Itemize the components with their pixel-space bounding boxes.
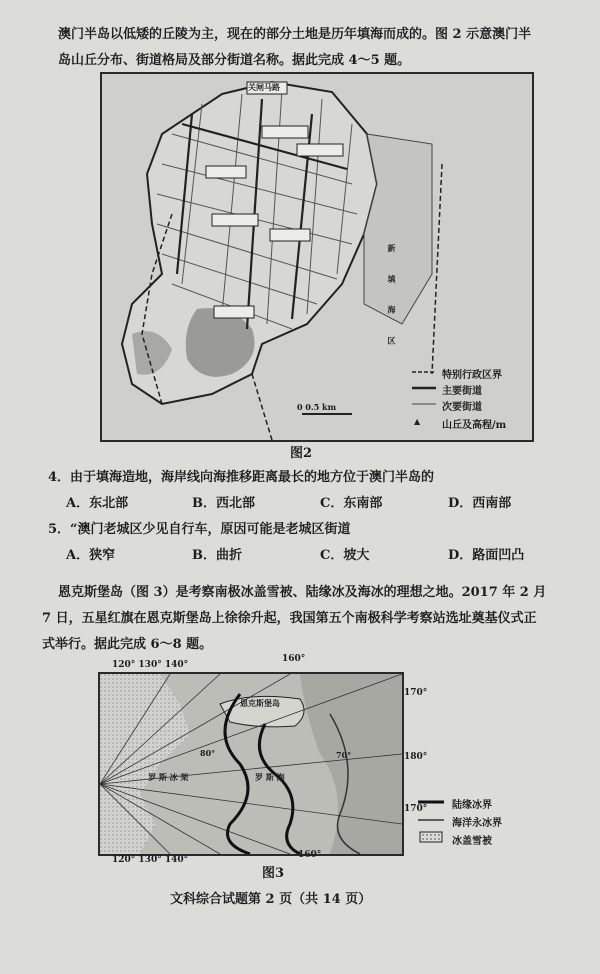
page-footer: 文科综合试题第 2 页（共 14 页） <box>170 892 372 907</box>
figure-3-caption: 图3 <box>262 866 285 881</box>
longitude-180-label: 180° <box>404 752 428 762</box>
question-4-option-b: B．西北部 <box>192 496 255 511</box>
svg-text:▲: ▲ <box>414 417 421 426</box>
legend-main-street: 主要街道 <box>442 386 482 397</box>
intro-line: 岛山丘分布、街道格局及部分街道名称。据此完成 4～5 题。 <box>58 53 411 68</box>
question-5-option-d: D．路面凹凸 <box>448 548 525 563</box>
legend-coastal-ice: 陆缘冰界 <box>452 800 492 811</box>
reclaimed-area-label: 新 填 海 区 <box>387 244 397 355</box>
legend-ice-cap: 冰盖雪被 <box>452 836 492 847</box>
ross-ice-shelf-label: 罗 斯 冰 架 <box>148 772 189 782</box>
legend-hill: 山丘及高程/m <box>442 420 507 431</box>
ross-sea-label: 罗 斯 海 <box>255 772 285 782</box>
question-4-option-c: C．东南部 <box>320 496 383 511</box>
top-longitude-labels: 120° 130° 140° <box>112 660 189 670</box>
question-5-option-a: A．狭窄 <box>66 548 116 563</box>
longitude-170-label: 170° <box>404 688 428 698</box>
figure-3-map <box>98 672 404 856</box>
top-street-label: 关闸马路 <box>248 82 280 92</box>
figure-3-legend <box>418 794 518 854</box>
question-4-option-a: A．东北部 <box>66 496 129 511</box>
top-longitude-160: 160° <box>282 654 306 664</box>
question-5-option-c: C．坡大 <box>320 548 370 563</box>
intro-line: 澳门半岛以低矮的丘陵为主，现在的部分土地是历年填海而成的。图 2 示意澳门半 <box>58 27 532 42</box>
question-4-stem: 4．由于填海造地，海岸线向海推移距离最长的地方位于澳门半岛的 <box>48 470 435 485</box>
scale-label: 0 0.5 km <box>297 402 337 412</box>
question-4-option-d: D．西南部 <box>448 496 512 511</box>
longitude-170b-label: 170° <box>404 804 428 814</box>
latitude-70-label: 70° <box>336 750 352 760</box>
intro-line: 7 日，五星红旗在恩克斯堡岛上徐徐升起，我国第五个南极科学考察站选址奠基仪式正 <box>42 611 537 626</box>
intro-line: 式举行。据此完成 6～8 题。 <box>42 637 213 652</box>
legend-sea-ice: 海洋永冰界 <box>452 818 502 829</box>
question-5-stem: 5．“澳门老城区少见自行车，原因可能是老城区街道 <box>48 522 351 537</box>
legend-boundary: 特别行政区界 <box>442 370 502 381</box>
figure-2-legend <box>410 366 530 436</box>
bottom-longitude-160: 160° <box>298 850 322 860</box>
intro-text-1 <box>58 22 531 74</box>
legend-secondary-street: 次要街道 <box>442 402 482 413</box>
latitude-80-label: 80° <box>200 748 216 758</box>
figure-2-map <box>100 72 534 442</box>
intro-text-2 <box>42 580 547 658</box>
legend-3-symbols <box>418 794 448 854</box>
figure-2-caption: 图2 <box>290 446 313 461</box>
island-label: 恩克斯堡岛 <box>240 698 280 708</box>
bottom-longitude-labels: 120° 130° 140° <box>112 855 189 865</box>
intro-line: 恩克斯堡岛（图 3）是考察南极冰盖雪被、陆缘冰及海冰的理想之地。2017 年 2 月 <box>58 585 547 600</box>
question-5-option-b: B．曲折 <box>192 548 242 563</box>
